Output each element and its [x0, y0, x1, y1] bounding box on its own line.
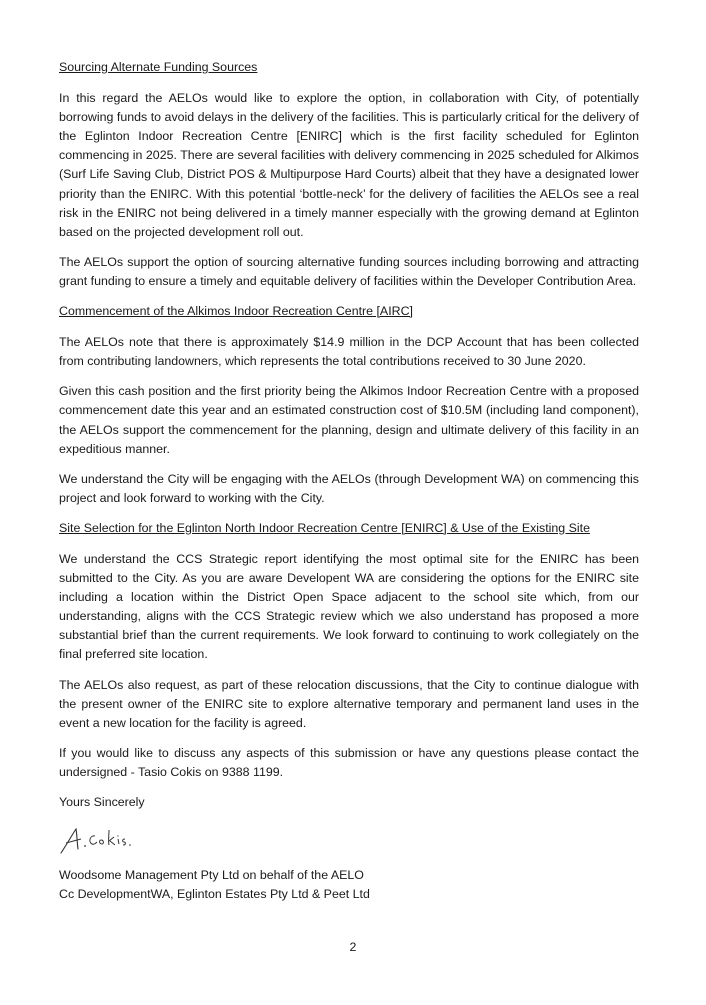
section-heading-funding: Sourcing Alternate Funding Sources: [59, 60, 258, 74]
paragraph-site-3: If you would like to discuss any aspects of this submission or have any questions please contact the undersigned - Tasio Cokis on 9388 1199.: [59, 745, 639, 779]
closing-salutation: Yours Sincerely: [59, 795, 145, 809]
paragraph-airc-3: We understand the City will be engaging with the AELOs (through Development WA) on commencing this project and look forward to working with the City.: [59, 471, 639, 505]
paragraph-airc-1: The AELOs note that there is approximately $14.9 million in the DCP Account that has been collected from contributing landowners, which represents the total contributions received to 30 June 2020.: [59, 335, 639, 369]
handwritten-signature: [59, 822, 639, 860]
cc-line: Cc DevelopmentWA, Eglinton Estates Pty Ltd & Peet Ltd: [59, 887, 370, 902]
page-number: 2: [349, 940, 357, 954]
section-heading-site: Site Selection for the Eglinton North Indoor Recreation Centre [ENIRC] & Use of the Existing Site: [59, 520, 590, 535]
paragraph-site-1: We understand the CCS Strategic report identifying the most optimal site for the ENIRC has been submitted to the City. As you are aware Developent WA are considering the options for the ENIRC site including a location within the District Open Space adjacent to the school site which, from our understanding, aligns with the CCS Strategic review which we also understand has proposed a more substantial brief than the current requirements. We look forward to continuing to work collegiately on the final preferred site location.: [59, 551, 639, 662]
paragraph-site-2: The AELOs also request, as part of these relocation discussions, that the City to continue dialogue with the present owner of the ENIRC site to explore alternative temporary and permanent land uses in the event a new location for the facility is agreed.: [59, 677, 639, 730]
signatory-line: Woodsome Management Pty Ltd on behalf of the AELO: [59, 868, 364, 883]
paragraph-funding-2: The AELOs support the option of sourcing alternative funding sources including borrowing and attracting grant funding to ensure a timely and equitable delivery of facilities within the Developer Contribution Area.: [59, 254, 639, 288]
paragraph-funding-1: In this regard the AELOs would like to explore the option, in collaboration with City, of potentially borrowing funds to avoid delays in the delivery of the facilities. This is particularly critical for the delivery of the Eglinton Indoor Recreation Centre [ENIRC] which is the first facility scheduled for Eglinton commencing in 2025. There are several facilities with delivery commencing in 2025 scheduled for Alkimos (Surf Life Saving Club, District POS & Multipurpose Hard Courts) albeit that they have a designated lower priority than the ENIRC. With this potential ‘bottle-neck’ for the delivery of facilities the AELOs see a real risk in the ENIRC not being delivered in a timely manner especially with the growing demand at Eglinton based on the projected development roll out.: [59, 91, 639, 239]
paragraph-airc-2: Given this cash position and the first priority being the Alkimos Indoor Recreation Centre with a proposed commencement date this year and an estimated construction cost of $10.5M (including land component), the AELOs support the commencement for the planning, design and ultimate delivery of this facility in an expeditious manner.: [59, 384, 639, 456]
section-heading-airc: Commencement of the Alkimos Indoor Recreation Centre [AIRC]: [59, 304, 413, 319]
letter-page: [59, 58, 639, 904]
